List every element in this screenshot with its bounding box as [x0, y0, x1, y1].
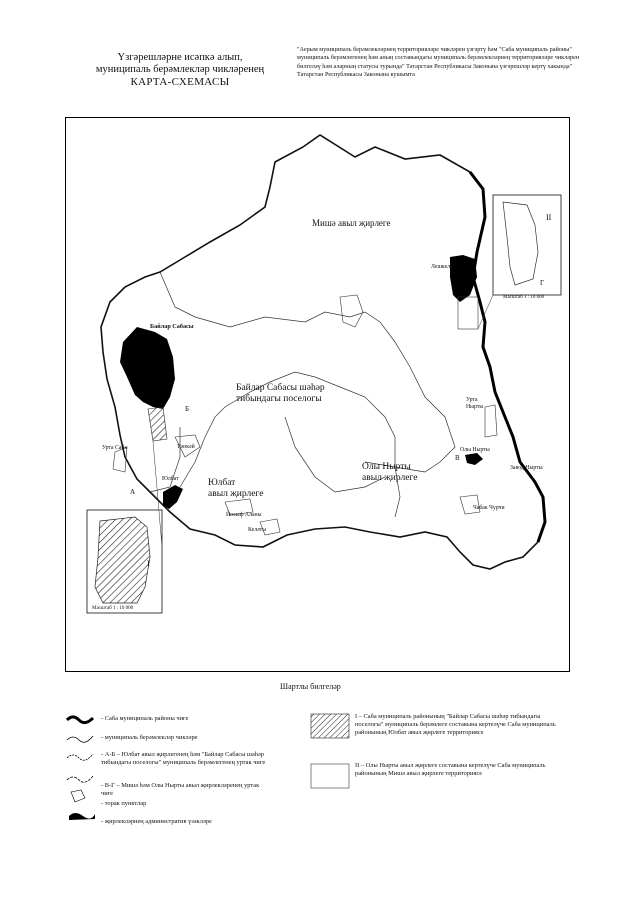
- legend-item-0: - Саба муниципаль районы чиге: [101, 715, 189, 722]
- legend-district-line-icon: [67, 717, 93, 723]
- legend-blank-swatch: [311, 764, 349, 788]
- label-zavod-nyrty: Завод Нырты: [510, 465, 543, 471]
- label-baylar-poselok: [236, 383, 325, 405]
- label-chabak: Чабак Чурчи: [473, 505, 505, 511]
- label-yulbat-line2: авыл җирлеге: [208, 489, 264, 499]
- label-olu-nyrty-line2: авыл җирлеге: [362, 473, 418, 483]
- leshkele-area: [450, 255, 477, 302]
- label-olu-nyrty-village: Олы Нырты: [460, 447, 490, 453]
- legend-item-2: - А-Б – Юлбат авыл җирлегенең һәм "Байлар Сабасы шәһәр тибындагы поселогы" муниципаль берәмлегенең уртак чиге: [101, 751, 266, 766]
- legend-item-1: - муниципаль берәмлекләр чикләре: [101, 734, 198, 741]
- label-leshkele: Лешкелә: [431, 264, 453, 270]
- label-baylar-poselok-line1: Байлар Сабасы шәһәр: [236, 383, 325, 393]
- label-olu-nyrty: [362, 462, 417, 484]
- legend-item-5: - җирлекләрнең административ үзәкләре: [101, 818, 212, 825]
- label-baylar-poselok-line2: тибындагы поселогы: [236, 394, 322, 404]
- label-kelyaty: Келәты: [248, 527, 267, 533]
- legend-hatched-swatch: [311, 714, 349, 738]
- inset-2-scale: Масштаб 1 : 10 000: [503, 295, 545, 300]
- inset-1-scale: Масштаб 1 : 10 000: [92, 606, 134, 611]
- settlement-urta-nyrty: [485, 405, 497, 437]
- legend-admin-center-icon: [69, 813, 95, 820]
- label-urta-nyrty-line2: Нырты: [466, 404, 484, 410]
- roman-1: I: [147, 559, 150, 568]
- label-urta-nyrty-line1: Урта: [466, 397, 478, 403]
- label-yulbat-line1: Юлбат: [208, 478, 236, 488]
- label-yusyf-alan: Йосыф Аланы: [226, 512, 262, 518]
- point-g: Г: [540, 279, 545, 287]
- yulbat-area: [163, 485, 183, 509]
- title-line-1: Үзгәрешләрне исәпкә алып,: [117, 52, 243, 63]
- label-misha: Мишә авыл җирлеге: [312, 218, 391, 228]
- title-line-2: муниципаль берәмлекләр чикләренең: [95, 64, 265, 75]
- legend-item-3: - В-Г – Мишә һәм Олы Нырты авыл җирлекләренең уртак чиге: [101, 782, 260, 797]
- label-tenkei: Тәнкәй: [177, 444, 195, 450]
- legend-item-4: - торак пунктлар: [101, 800, 147, 807]
- title-line-3: КАРТА-СХЕМАСЫ: [130, 76, 230, 88]
- legend-right-symbols: [310, 712, 352, 792]
- territory-2: [458, 297, 478, 329]
- map-title: [70, 52, 290, 88]
- legend-ab-line-icon: [67, 754, 93, 760]
- inset-2-frame: [493, 195, 561, 295]
- legend-settlement-icon: [71, 790, 85, 802]
- legend-vg-line-icon: [67, 776, 93, 782]
- law-note: "Аерым муниципаль берәмлекләрнең территорияләре чикләрен үзгәртү һәм "Саба муниципаль районы" муниципаль берәмлегенең һәм аның составындагы муниципаль берәмлекләрнең территорияләре чикләрен билгеләү һәм аларның статусы турында" Татарстан Республикасы Законына үзгәрешләр кертү хакында" Татарстан Республикасы Законына кушымта: [297, 46, 580, 79]
- label-baylar-sabasy: Байлар Сабасы: [150, 323, 194, 330]
- legend-title: Шартлы билгеләр: [280, 682, 341, 691]
- hatched-territory-1: [148, 407, 167, 441]
- label-urta-nyrty: [466, 397, 483, 411]
- olu-nyrty-area: [465, 453, 483, 465]
- settlement-sababash: [340, 295, 363, 327]
- roman-2: II: [546, 213, 552, 222]
- baylar-sabasy-area: [120, 327, 175, 409]
- point-b: Б: [185, 405, 190, 413]
- label-yulbat-village: Юлбат: [162, 476, 179, 482]
- legend-right-item-1: II – Олы Нырты авыл җирлеге составына кертелүче Саба муниципаль районының Мишә авыл җирлеге территориясе: [355, 762, 546, 777]
- legend-municipal-line-icon: [67, 736, 93, 742]
- point-v: В: [455, 454, 460, 462]
- inset-1-hatched: [95, 517, 150, 603]
- label-urta-saba: Урта Саба: [102, 445, 128, 451]
- legend-symbols: [65, 712, 100, 822]
- label-yulbat-settlement: [208, 478, 263, 500]
- point-a: А: [130, 488, 136, 496]
- label-olu-nyrty-line1: Олы Нырты: [362, 462, 411, 472]
- legend-right-item-0: I – Саба муниципаль районының "Байлар Сабасы шәһәр тибындагы поселогы" муниципаль берәмлеге составына кертелүче Саба муниципаль районының Юлбат авыл җирлеге территориясе: [355, 713, 556, 736]
- inset-connectors: [153, 295, 493, 547]
